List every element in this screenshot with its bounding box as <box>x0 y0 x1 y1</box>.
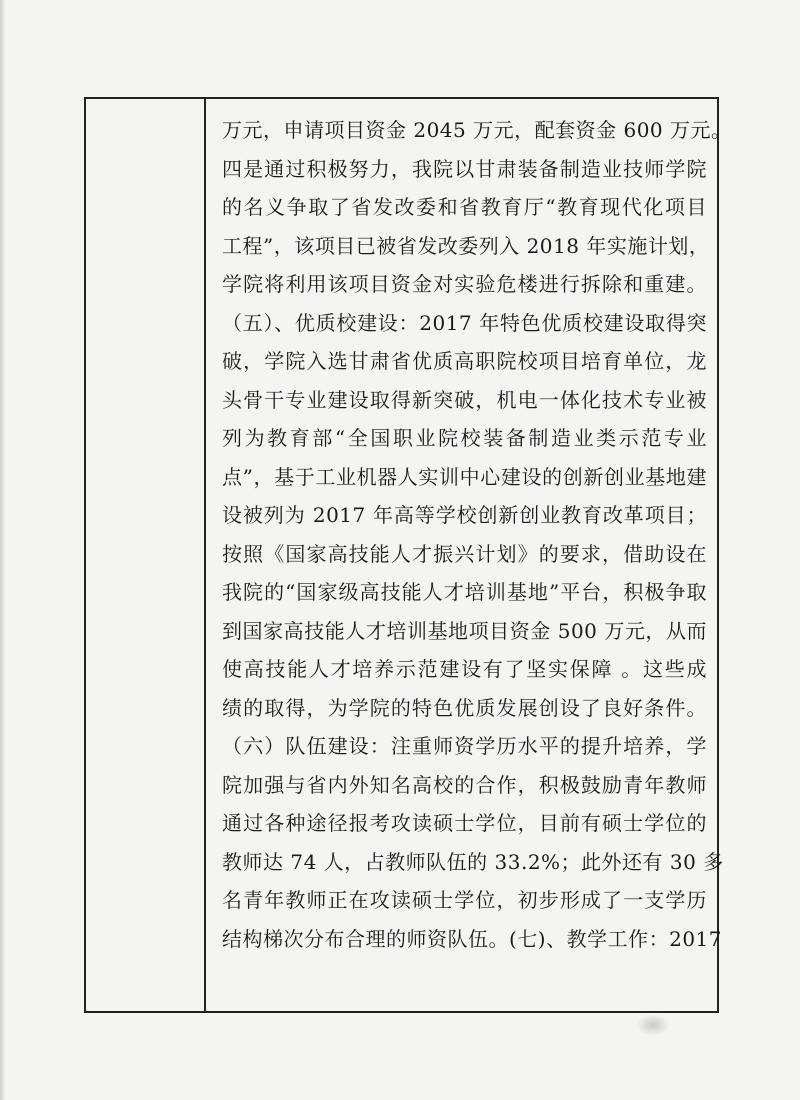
text-line: 到国家高技能人才培训基地项目资金 500 万元，从而 <box>222 618 707 643</box>
text-line: 院加强与省内外知名高校的合作，积极鼓励青年教师 <box>222 772 707 797</box>
scan-edge <box>0 0 6 1100</box>
text-line: 结构梯次分布合理的师资队伍。(七)、教学工作：2017 <box>222 926 723 951</box>
table-left-column <box>86 99 206 1011</box>
text-line: 的名义争取了省发改委和省教育厅“教育现代化项目 <box>222 195 707 219</box>
document-table <box>84 97 732 1013</box>
text-line: 名青年教师正在攻读硕士学位，初步形成了一支学历 <box>222 888 707 912</box>
text-line: 学院将利用该项目资金对实验危楼进行拆除和重建。 <box>222 272 707 296</box>
text-line: 我院的“国家级高技能人才培训基地”平台，积极争取 <box>222 580 707 604</box>
table-text-cell <box>208 99 732 1011</box>
text-line: 按照《国家高技能人才振兴计划》的要求，借助设在 <box>222 541 707 566</box>
text-line: 使高技能人才培养示范建设有了坚实保障 。这些成 <box>222 657 707 681</box>
text-line: 设被列为 2017 年高等学校创新创业教育改革项目； <box>222 503 707 527</box>
ink-smudge <box>636 1014 670 1036</box>
text-line: 绩的取得，为学院的特色优质发展创设了良好条件。 <box>222 695 707 720</box>
text-line: 点”，基于工业机器人实训中心建设的创新创业基地建 <box>222 464 707 489</box>
text-line: 工程”，该项目已被省发改委列入 2018 年实施计划， <box>222 233 710 258</box>
text-line: 列为教育部“全国职业院校装备制造业类示范专业 <box>222 426 707 450</box>
text-line: 四是通过积极努力，我院以甘肃装备制造业技师学院 <box>222 156 707 181</box>
text-line: 破，学院入选甘肃省优质高职院校项目培育单位，龙 <box>222 349 707 373</box>
text-line: （五）、优质校建设：2017 年特色优质校建设取得突 <box>222 310 707 335</box>
text-line: 教师达 74 人，占教师队伍的 33.2%；此外还有 30 多 <box>222 849 724 874</box>
text-line: 通过各种途径报考攻读硕士学位，目前有硕士学位的 <box>222 811 707 835</box>
text-line: （六）队伍建设：注重师资学历水平的提升培养，学 <box>222 734 707 758</box>
text-line: 头骨干专业建设取得新突破，机电一体化技术专业被 <box>222 387 707 412</box>
text-line: 万元，申请项目资金 2045 万元，配套资金 600 万元。 <box>222 118 732 142</box>
